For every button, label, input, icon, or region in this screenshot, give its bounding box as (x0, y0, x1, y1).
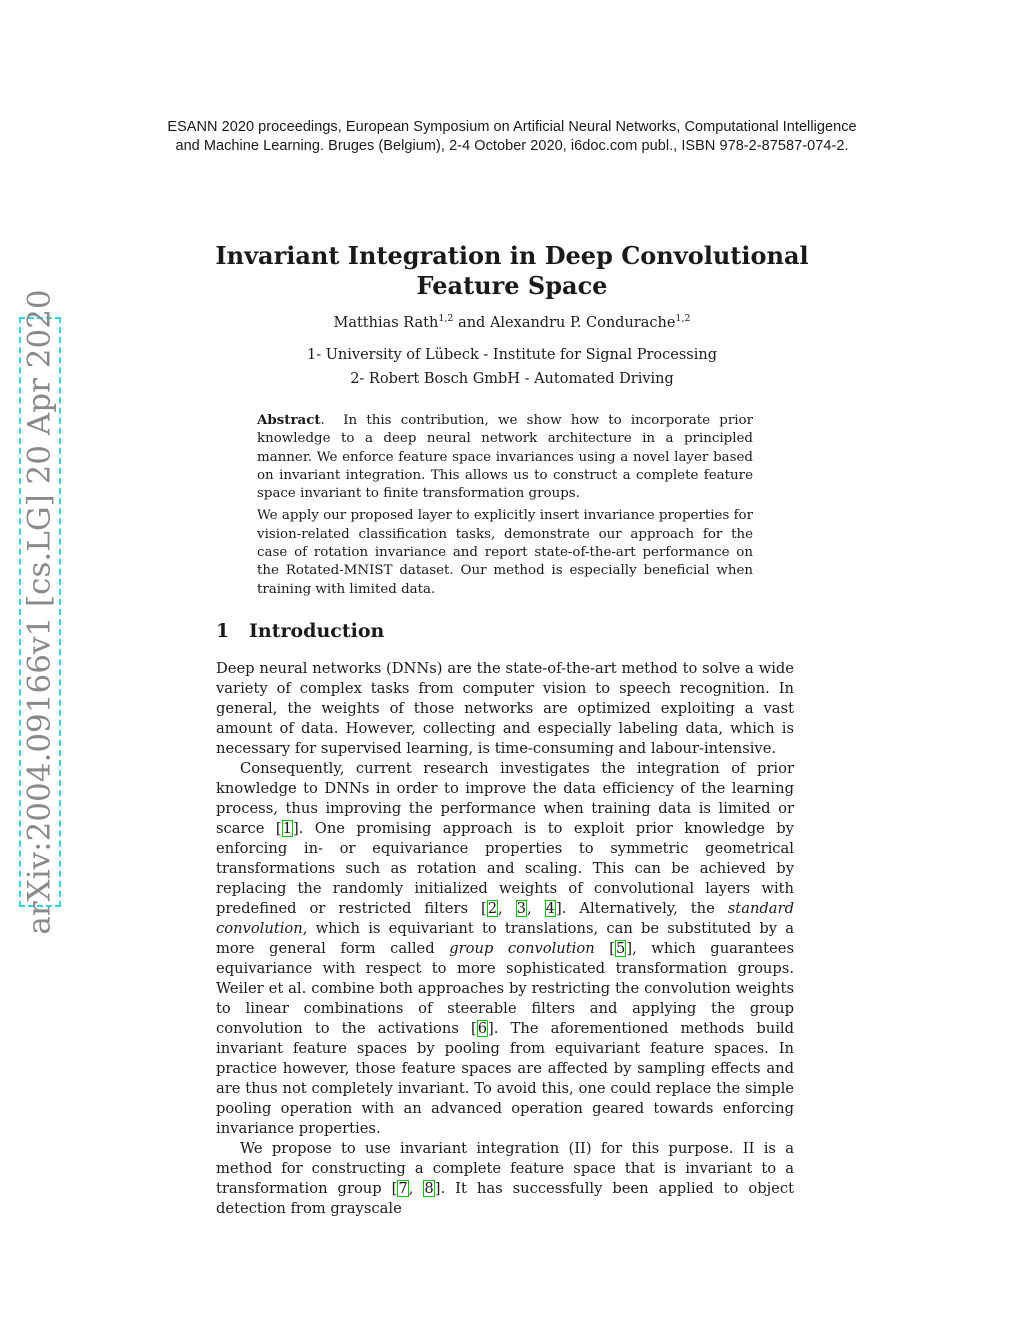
author-1: Matthias Rath (333, 315, 439, 331)
section-number: 1 (216, 620, 230, 642)
abstract (257, 411, 758, 599)
proceedings-line-1: ESANN 2020 proceedings, European Symposium on Artificial Neural Networks, Computational Intelligence (167, 119, 857, 135)
affiliation-1: 1- University of Lübeck - Institute for Signal Processing (306, 347, 718, 363)
intro-p2-text-b: . One promising approach is to exploit prior knowledge by enforcing in- or equivariance properties to symmetric geometrical transformations such as rotation and scaling. This can be achieved by replacing the randomly initialized weights of convolutional layers with predefined or restricted filters (216, 820, 794, 917)
section-heading-introduction (216, 620, 384, 642)
intro-p2-text-a: Consequently, current research investigates the integration of prior knowledge to DNNs in order to improve the data efficiency of the learning process, thus improving the performance when training data is limited or scarce (216, 760, 794, 837)
intro-paragraph-1: Deep neural networks (DNNs) are the state-of-the-art method to solve a wide variety of complex tasks from computer vision to speech recognition. In general, the weights of those networks are optimized exploiting a vast amount of data. However, collecting and especially labeling data, which is necessary for supervised learning, is time-consuming and labour-intensive. (216, 660, 794, 757)
citation-link-2[interactable]: 2 (487, 900, 498, 917)
paper-title-line-1: Invariant Integration in Deep Convolutional (215, 241, 809, 270)
author-conjunction: and (453, 315, 490, 331)
intro-p2-text-d: , which is equivariant to translations, can be substituted by a more general form called (216, 920, 794, 957)
citation-link-4[interactable]: 4 (545, 900, 556, 917)
abstract-label: Abstract (257, 412, 321, 428)
intro-p2-text-f: . The aforementioned methods build invariant feature spaces by pooling from equivariant feature spaces. In practice however, those feature spaces are affected by sampling effects and are thus not completely invariant. To avoid this, one could replace the simple pooling operation with an advanced operation geared towards enforcing invariance properties. (216, 1020, 794, 1137)
intro-p2-text-c: . Alternatively, the (561, 900, 728, 917)
introduction-body (216, 659, 794, 1219)
abstract-paragraph-1 (257, 411, 758, 503)
author-2-affiliation: 1,2 (675, 313, 691, 325)
citation-link-7[interactable]: 7 (398, 1180, 408, 1197)
paper-title-line-2: Feature Space (416, 271, 608, 300)
citation-link-1[interactable]: 1 (282, 820, 292, 837)
citation-link-6[interactable]: 6 (477, 1020, 488, 1037)
proceedings-line-2: and Machine Learning. Bruges (Belgium), 2-4 October 2020, i6doc.com publ., ISBN 978-2-87587-074-2. (175, 138, 849, 154)
abstract-text-1: . In this contribution, we show how to incorporate prior knowledge to a deep neural network architecture in a principled manner. We enforce feature space invariances using a novel layer based on invariant integration. This allows us to construct a complete feature space invariant to finite transformation groups. (257, 413, 758, 502)
citation-link-5[interactable]: 5 (615, 940, 626, 957)
intro-p3-text-a: We propose to use invariant integration (II) for this purpose. II is a method for constructing a complete feature space that is invariant to a transformation group (216, 1140, 794, 1197)
intro-paragraph-2: Consequently, current research investigates the integration of prior knowledge to DNNs in order to improve the data efficiency of the learning process, thus improving the performance when training data is limited or scarce [1]. One promising approach is to exploit prior knowledge by enforcing in- or equivariance properties to symmetric geometrical transformations such as rotation and scaling. This can be achieved by replacing the randomly initialized weights of convolutional layers with predefined or restricted filters [2, 3, 4]. Alternatively, the standard convolution, which is equivariant to translations, can be substituted by a more general form called group convolution [5], which guarantees equivariance with respect to more sophisticated transformation groups. Weiler et al. combine both approaches by restricting the convolution weights to linear combinations of steerable filters and applying the group convolution to the activations [6]. The aforementioned methods build invariant feature spaces by pooling from equivariant feature spaces. In practice however, those feature spaces are affected by sampling effects and are thus not completely invariant. To avoid this, one could replace the simple pooling operation with an advanced operation geared towards enforcing invariance properties. (216, 760, 794, 1137)
arxiv-stamp-link[interactable] (19, 289, 61, 935)
affiliation-2: 2- Robert Bosch GmbH - Automated Driving (350, 371, 674, 387)
intro-p2-text-e: , which guarantees equivariance with respect to more sophisticated transformation groups. Weiler et al. combine both approaches by restricting the convolution weights to linear combinations of steerable filters and applying the group convolution to the activations (216, 940, 794, 1037)
term-standard-convolution: standard convolution (216, 900, 794, 937)
intro-p3-text-b: . It has successfully been applied to object detection from grayscale (216, 1180, 794, 1217)
section-title: Introduction (249, 620, 385, 642)
citation-link-8[interactable]: 8 (424, 1180, 434, 1197)
abstract-paragraph-2: We apply our proposed layer to explicitly insert invariance properties for vision-related classification tasks, demonstrate our approach for the case of rotation invariance and report state-of-the-art performance on the Rotated-MNIST dataset. Our method is especially beneficial when training with limited data. (257, 508, 753, 597)
author-1-affiliation: 1,2 (438, 313, 454, 325)
citation-link-3[interactable]: 3 (516, 900, 527, 917)
intro-paragraph-3: We propose to use invariant integration (II) for this purpose. II is a method for constructing a complete feature space that is invariant to a transformation group [7, 8]. It has successfully been applied to object detection from grayscale (216, 1140, 794, 1217)
arxiv-stamp-text: arXiv:2004.09166v1 [cs.LG] 20 Apr 2020 (22, 289, 58, 935)
authors (0, 315, 1024, 331)
term-group-convolution: group convolution (449, 940, 595, 957)
author-2: Alexandru P. Condurache (489, 315, 676, 331)
